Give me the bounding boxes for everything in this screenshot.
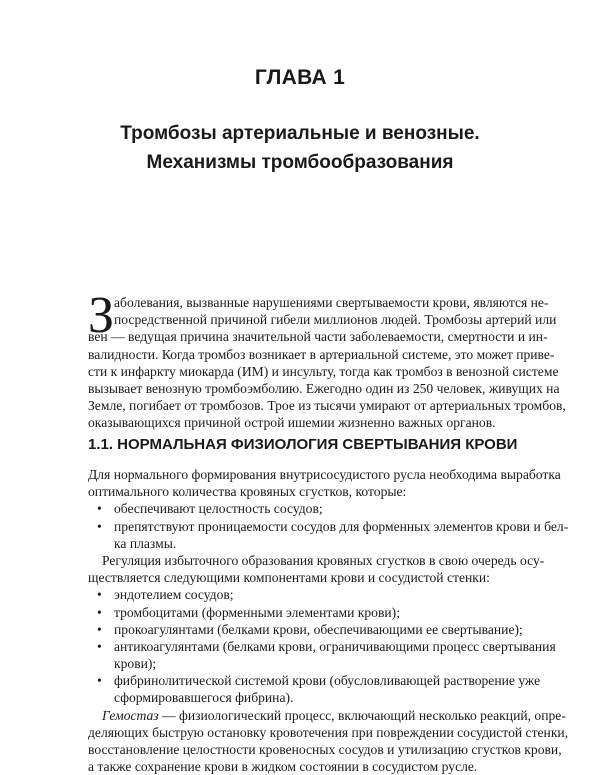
intro-paragraph — [88, 287, 566, 432]
bullet-icon: • — [97, 518, 102, 534]
list-item-text: прокоагулянтами (белками крови, обеспечивающими ее свертывание); — [114, 621, 523, 637]
paragraph-line: сти к инфаркту миокарда (ИМ) и инсульту, тогда как тромбоз в венозной системе — [88, 363, 559, 379]
bullet-icon: • — [97, 501, 102, 517]
paragraph-line: вызывает венозную тромбоэмболию. Ежегодно один из 250 человек, живущих на — [88, 380, 560, 396]
list-item — [88, 638, 556, 655]
list-item — [88, 672, 541, 689]
paragraph-line: оказывающихся причиной острой ишемии жизненно важных органов. — [88, 415, 496, 431]
paragraph-line: аболевания, вызванные нарушениями свертываемости крови, являются не- — [114, 295, 549, 310]
list-item-text: эндотелием сосудов; — [114, 587, 234, 603]
list-item-text: фибринолитической системой крови (обусловливающей растворение уже — [114, 673, 541, 689]
list-item-continuation: ка плазмы. — [114, 535, 177, 551]
section-body — [88, 466, 569, 775]
paragraph-line — [88, 707, 566, 724]
definition-text: — физиологический процесс, включающий несколько реакций, опре- — [158, 707, 566, 723]
paragraph-line: посредственной причиной гибели миллионов людей. Тромбозы артерий или — [114, 312, 557, 328]
list-item-text: антикоагулянтами (белками крови, ограничивающими процесс свертывания — [114, 638, 556, 654]
paragraph-line: валидности. Когда тромбоз возникает в артериальной системе, это может приве- — [88, 346, 555, 362]
bullet-icon: • — [97, 638, 102, 654]
bullet-icon: • — [97, 604, 102, 620]
chapter-title-line: Механизмы тромбообразования — [146, 152, 454, 173]
list-item-text: обеспечивают целостность сосудов; — [114, 501, 323, 517]
bullet-icon: • — [97, 621, 102, 637]
list-item — [88, 518, 569, 535]
chapter-title — [60, 119, 540, 177]
drop-cap: З — [88, 287, 115, 344]
list-item-continuation: сформировавшегося фибрина). — [114, 690, 294, 706]
paragraph-line: вен — ведущая причина значительной части заболеваемости, смертности и ин- — [88, 329, 548, 345]
paragraph-line: ществляется следующими компонентами крови и сосудистой стенки: — [88, 570, 490, 586]
paragraph-line: оптимального количества кровяных сгустков, которые: — [88, 484, 407, 500]
list-item-text: тромбоцитами (форменными элементами крови); — [114, 604, 400, 620]
bullet-icon: • — [97, 673, 102, 689]
chapter-title-line: Тромбозы артериальные и венозные. — [120, 123, 480, 144]
paragraph-line: Для нормального формирования внутрисосудистого русла необходима выработка — [88, 467, 561, 482]
paragraph-line: а также сохранение крови в жидком состоянии в сосудистом русле. — [88, 759, 478, 775]
bullet-icon: • — [97, 587, 102, 603]
paragraph-line: деляющих быструю остановку кровотечения при повреждении сосудистой стенки, — [88, 724, 569, 740]
paragraph-line: Земле, погибает от тромбозов. Трое из тысячи умирают от артериальных тромбов, — [88, 398, 566, 414]
chapter-label: ГЛАВА 1 — [254, 66, 346, 89]
paragraph-line: Регуляция избыточного образования кровяных сгустков в свою очередь осу- — [102, 552, 545, 568]
list-item-text: препятствуют проницаемости сосудов для форменных элементов крови и бел- — [114, 518, 569, 534]
list-item — [88, 621, 522, 638]
list-item — [88, 604, 522, 621]
list-item — [88, 500, 522, 517]
list-item-continuation: крови); — [114, 656, 157, 672]
list-item — [88, 586, 522, 603]
section-heading: 1.1. НОРМАЛЬНАЯ ФИЗИОЛОГИЯ СВЕРТЫВАНИЯ КРОВИ — [88, 436, 518, 453]
term-hemostasis: Гемостаз — [102, 707, 159, 723]
paragraph-line: восстановление целостности кровеносных сосудов и утилизацию сгустков крови, — [88, 742, 562, 757]
